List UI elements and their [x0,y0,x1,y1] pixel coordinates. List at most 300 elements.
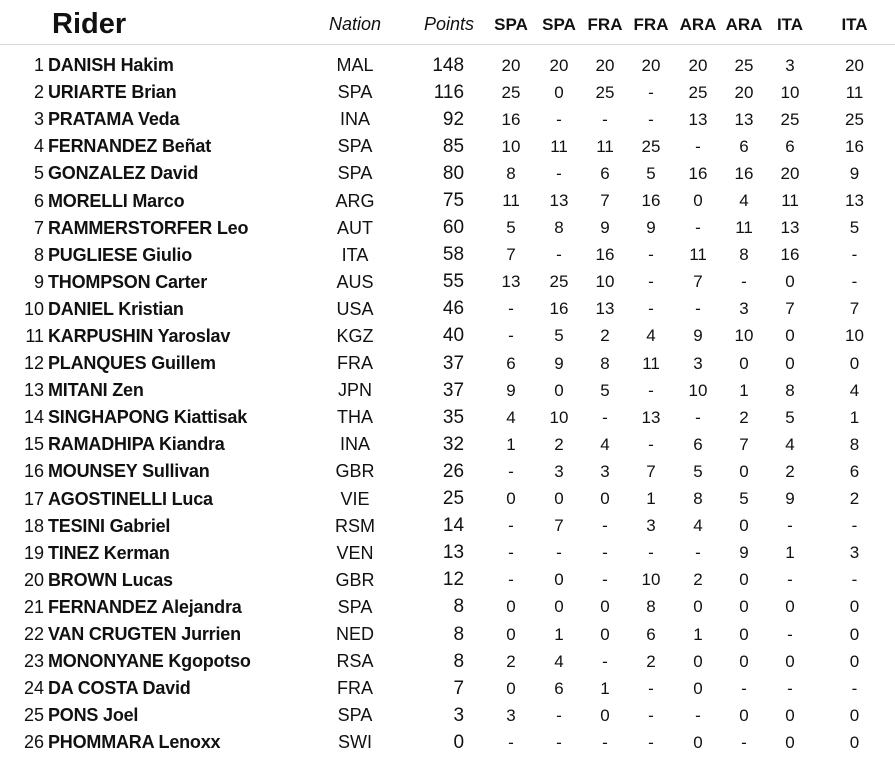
rider-row[interactable] [0,242,895,269]
race-result-cell: 0 [739,570,749,590]
race-result-cell: 0 [739,705,749,725]
rider-row[interactable] [0,52,895,79]
race-result-cell: 0 [600,489,610,509]
rider-row[interactable] [0,486,895,513]
race-result-cell: 0 [785,732,795,752]
points-cell: 25 [442,488,465,510]
race-result-cell: - [787,678,793,698]
race-result-cell: 20 [845,55,864,75]
race-result-cell: 1 [849,407,860,427]
race-result-cell: 4 [600,434,610,454]
rider-name-cell: TESINI Gabriel [48,515,171,536]
position-cell: 5 [33,163,44,184]
rider-row[interactable] [0,350,895,377]
race-result-cell: 0 [785,705,795,725]
race-result-cell: - [648,732,654,752]
race-result-cell: 1 [785,543,795,563]
rider-row[interactable] [0,431,895,458]
rider-name-cell: KARPUSHIN Yaroslav [48,325,231,346]
race-result-cell: 10 [595,272,615,292]
race-result-cell: 6 [739,136,749,156]
rider-name-cell: MOUNSEY Sullivan [48,461,210,482]
race-result-cell: 2 [600,326,610,346]
points-cell: 92 [442,108,465,130]
race-result-cell: 4 [693,516,703,536]
race-result-cell: - [648,380,654,400]
position-cell: 21 [23,596,44,617]
race-result-cell: 8 [646,597,656,617]
race-result-cell: - [508,732,514,752]
nation-cell: FRA [337,678,374,699]
race-result-cell: 1 [600,678,610,698]
points-cell: 3 [453,704,465,726]
race-result-cell: 10 [501,136,521,156]
race-column-header[interactable]: FRA [582,6,628,44]
race-result-cell: 0 [739,651,749,671]
points-cell: 46 [442,298,465,320]
race-result-cell: 20 [501,55,521,75]
race-result-cell: 11 [642,353,660,373]
nation-cell: VEN [336,542,374,563]
nation-cell: MAL [336,55,374,76]
race-result-cell: 3 [506,705,516,725]
race-result-cell: 0 [849,732,860,752]
nation-cell: INA [340,109,371,130]
race-result-cell: 7 [506,245,516,265]
position-cell: 25 [23,705,44,726]
race-column-header[interactable]: ARA [674,6,722,44]
race-result-cell: - [741,732,747,752]
rider-name-cell: DA COSTA David [48,678,191,699]
race-result-cell: 1 [693,624,703,644]
nation-cell: INA [340,434,371,455]
race-result-cell: 11 [596,136,614,156]
race-result-cell: 9 [600,218,610,238]
race-result-cell: 0 [849,353,860,373]
race-result-cell: - [556,732,562,752]
race-result-cell: 0 [506,678,516,698]
points-cell: 116 [433,81,465,103]
race-result-cell: 2 [849,489,860,509]
nation-cell: GBR [335,461,375,482]
race-result-cell: 4 [554,651,564,671]
race-result-cell: 0 [554,489,564,509]
race-result-cell: 25 [501,82,521,102]
points-cell: 40 [442,325,465,347]
race-result-cell: 11 [689,245,707,265]
race-result-cell: 0 [739,516,749,536]
rider-row[interactable] [0,675,895,702]
race-result-cell: 5 [693,461,703,481]
race-result-cell: - [648,543,654,563]
race-result-cell: 9 [506,380,516,400]
race-result-cell: 0 [849,651,860,671]
nation-cell: RSA [336,651,374,672]
race-result-cell: - [695,218,701,238]
race-result-cell: 11 [502,191,520,211]
race-result-cell: - [508,543,514,563]
race-result-cell: 5 [785,407,795,427]
race-column-header[interactable]: SPA [486,6,536,44]
rider-row[interactable] [0,567,895,594]
race-result-cell: 8 [554,218,564,238]
race-result-cell: 0 [785,651,795,671]
position-cell: 20 [23,569,44,590]
race-result-cell: 20 [734,82,754,102]
race-result-cell: - [556,543,562,563]
nation-cell: FRA [337,353,374,374]
race-result-cell: - [695,299,701,319]
race-result-cell: 9 [646,218,656,238]
race-result-cell: 13 [549,191,569,211]
position-cell: 12 [23,353,44,374]
race-result-cell: 7 [849,299,860,319]
race-result-cell: 16 [845,136,864,156]
rider-name-cell: PUGLIESE Giulio [48,244,193,265]
rider-row[interactable] [0,458,895,485]
race-result-cell: 4 [785,434,795,454]
points-cell: 32 [442,433,465,455]
rider-row[interactable] [0,133,895,160]
race-result-cell: 13 [688,109,708,129]
rider-name-cell: THOMPSON Carter [48,271,208,292]
position-cell: 22 [23,624,44,645]
rider-name-cell: RAMMERSTORFER Leo [48,217,249,238]
rider-name-cell: URIARTE Brian [48,82,177,103]
rider-name-cell: PLANQUES Guillem [48,353,216,374]
race-result-cell: 0 [739,624,749,644]
race-result-cell: - [602,651,608,671]
nation-cell: SPA [337,596,373,617]
race-result-cell: 0 [600,705,610,725]
race-result-cell: - [556,109,562,129]
position-cell: 15 [23,434,44,455]
rider-row[interactable] [0,594,895,621]
race-result-cell: 0 [849,705,860,725]
points-cell: 26 [442,460,465,482]
nation-cell: ITA [341,244,369,265]
race-result-cell: 0 [554,597,564,617]
nation-cell: VIE [340,488,370,509]
race-result-cell: - [648,299,654,319]
nation-cell: SPA [337,163,373,184]
race-result-cell: 5 [554,326,564,346]
nation-cell: KGZ [336,325,374,346]
race-result-cell: - [648,82,654,102]
points-cell: 8 [453,650,465,672]
race-result-cell: 4 [506,407,516,427]
race-result-cell: - [787,516,793,536]
race-result-cell: - [508,299,514,319]
race-result-cell: - [787,570,793,590]
race-column-header[interactable]: ARA [722,6,766,44]
race-result-cell: 9 [785,489,795,509]
points-cell: 55 [442,271,465,293]
race-result-cell: 0 [785,597,795,617]
position-cell: 18 [23,515,44,536]
position-cell: 2 [33,82,44,103]
race-result-cell: 11 [550,136,568,156]
race-result-cell: 25 [641,136,661,156]
points-cell: 8 [453,596,465,618]
race-result-cell: 0 [739,353,749,373]
points-cell: 58 [442,244,465,266]
race-result-cell: 20 [595,55,615,75]
rider-row[interactable] [0,187,895,214]
race-result-cell: 0 [739,461,749,481]
race-result-cell: 8 [849,434,860,454]
race-result-cell: 25 [688,82,708,102]
race-result-cell: 1 [646,489,656,509]
rider-name-cell: MITANI Zen [48,380,144,401]
nation-cell: GBR [335,569,375,590]
race-result-cell: - [851,516,858,536]
race-result-cell: 3 [600,461,610,481]
rider-name-cell: SINGHAPONG Kiattisak [48,407,248,428]
position-cell: 8 [33,244,44,265]
race-result-cell: 4 [849,380,860,400]
position-cell: 13 [23,380,44,401]
spacer-cell [0,44,895,52]
race-result-cell: - [741,678,747,698]
race-result-cell: - [851,272,858,292]
points-cell: 80 [442,162,465,184]
nation-cell: ARG [335,190,375,211]
race-result-cell: 6 [693,434,703,454]
race-result-cell: 0 [506,489,516,509]
race-result-cell: 1 [506,434,516,454]
race-result-cell: 10 [641,570,661,590]
race-result-cell: 20 [780,163,800,183]
position-cell: 16 [23,461,44,482]
rider-name-cell: PHOMMARA Lenoxx [48,732,221,753]
race-result-cell: 5 [739,489,749,509]
race-result-cell: 0 [693,732,703,752]
race-result-cell: 0 [785,272,795,292]
rider-name-cell: TINEZ Kerman [48,542,170,563]
race-result-cell: 20 [641,55,661,75]
race-result-cell: 2 [693,570,703,590]
points-cell: 8 [453,623,465,645]
nation-cell: AUT [337,217,374,238]
rider-name-cell: AGOSTINELLI Luca [48,488,213,509]
nation-cell: SPA [337,82,373,103]
rider-name-cell: MORELLI Marco [48,190,185,211]
points-cell: 37 [442,379,465,401]
race-result-cell: - [602,570,608,590]
race-result-cell: - [695,136,701,156]
race-result-cell: 7 [739,434,749,454]
race-result-cell: 7 [693,272,703,292]
race-result-cell: 16 [641,191,661,211]
position-cell: 6 [33,190,44,211]
rider-name-cell: FERNANDEZ Beñat [48,136,212,157]
race-result-cell: 3 [554,461,564,481]
points-column-header[interactable]: Points [390,6,486,44]
rider-row[interactable] [0,377,895,404]
points-cell: 85 [442,135,465,157]
race-result-cell: - [851,245,858,265]
rider-row[interactable] [0,540,895,567]
points-cell: 12 [442,569,465,591]
race-result-cell: - [602,732,608,752]
race-column-header[interactable]: ITA [766,6,814,44]
race-result-cell: - [648,109,654,129]
nation-cell: SPA [337,705,373,726]
rider-row[interactable] [0,729,895,756]
race-result-cell: 25 [734,55,754,75]
rider-name-cell: GONZALEZ David [48,163,199,184]
race-result-cell: 5 [600,380,610,400]
race-result-cell: - [648,272,654,292]
rider-row[interactable] [0,648,895,675]
race-result-cell: - [508,461,514,481]
race-result-cell: 2 [739,407,749,427]
nation-cell: RSM [335,515,376,536]
race-result-cell: 6 [600,163,610,183]
race-result-cell: - [556,245,562,265]
position-cell: 3 [33,109,44,130]
rider-row[interactable] [0,269,895,296]
rider-name-cell: MONONYANE Kgopotso [48,651,251,672]
race-result-cell: 0 [554,380,564,400]
race-result-cell: 10 [734,326,754,346]
race-result-cell: 25 [549,272,569,292]
race-column-header[interactable]: FRA [628,6,674,44]
race-result-cell: - [508,570,514,590]
position-cell: 14 [23,407,44,428]
race-column-header[interactable]: SPA [536,6,582,44]
rider-row[interactable] [0,621,895,648]
race-result-cell: 0 [506,597,516,617]
race-result-cell: 6 [554,678,564,698]
race-result-cell: 9 [554,353,564,373]
race-result-cell: 16 [501,109,521,129]
race-result-cell: 11 [735,218,753,238]
race-result-cell: 0 [693,678,703,698]
rider-name-cell: VAN CRUGTEN Jurrien [48,624,241,645]
rider-row[interactable] [0,513,895,540]
race-result-cell: 13 [734,109,754,129]
nation-cell: SPA [337,136,373,157]
race-result-cell: - [851,570,858,590]
race-result-cell: 13 [780,218,800,238]
rider-name-cell: BROWN Lucas [48,569,173,590]
race-result-cell: - [695,543,701,563]
race-result-cell: 10 [780,82,800,102]
race-result-cell: 8 [693,489,703,509]
race-result-cell: 0 [554,82,564,102]
rider-row[interactable] [0,296,895,323]
rider-name-cell: PONS Joel [48,705,139,726]
race-result-cell: 16 [549,299,569,319]
nation-cell: SWI [338,732,373,753]
race-result-cell: 0 [600,624,610,644]
race-result-cell: 7 [554,516,564,536]
race-result-cell: - [648,434,654,454]
race-result-cell: - [648,678,654,698]
race-result-cell: 10 [845,326,864,346]
race-result-cell: 5 [646,163,656,183]
rider-name-cell: RAMADHIPA Kiandra [48,434,225,455]
race-result-cell: - [602,407,608,427]
rider-row[interactable] [0,215,895,242]
race-result-cell: 8 [600,353,610,373]
race-result-cell: - [602,516,608,536]
race-result-cell: 25 [845,109,864,129]
race-result-cell: 2 [785,461,795,481]
race-result-cell: 2 [554,434,564,454]
rider-row[interactable] [0,79,895,106]
race-column-header[interactable]: ITA [814,6,895,44]
race-result-cell: 11 [845,82,864,102]
standings-table [0,6,895,756]
race-result-cell: 4 [646,326,656,346]
race-result-cell: 16 [688,163,708,183]
race-result-cell: - [695,407,701,427]
race-result-cell: 7 [600,191,610,211]
race-result-cell: - [602,109,608,129]
race-result-cell: 6 [849,461,860,481]
race-result-cell: 8 [506,163,516,183]
race-result-cell: 0 [785,326,795,346]
header-spacer [0,44,895,52]
race-result-cell: 9 [849,163,860,183]
race-result-cell: 0 [849,597,860,617]
position-cell: 26 [23,732,44,753]
rider-row[interactable] [0,160,895,187]
race-result-cell: - [508,326,514,346]
rider-name-cell: FERNANDEZ Alejandra [48,596,242,617]
rider-row[interactable] [0,404,895,431]
position-cell: 17 [23,488,44,509]
race-result-cell: 3 [693,353,703,373]
rider-row[interactable] [0,323,895,350]
race-result-cell: 3 [849,543,860,563]
race-result-cell: 20 [688,55,708,75]
position-cell: 11 [25,325,44,346]
race-result-cell: 2 [646,651,656,671]
rider-row[interactable] [0,702,895,729]
race-result-cell: 8 [785,380,795,400]
race-result-cell: 0 [849,624,860,644]
race-result-cell: 3 [785,55,795,75]
race-result-cell: 0 [785,353,795,373]
race-result-cell: 5 [506,218,516,238]
race-result-cell: 5 [849,218,860,238]
position-cell: 10 [23,298,44,319]
race-result-cell: 4 [739,191,749,211]
race-result-cell: 25 [595,82,615,102]
position-cell: 4 [33,136,44,157]
race-result-cell: 2 [506,651,516,671]
position-cell: 19 [23,542,44,563]
nation-cell: THA [337,407,374,428]
header-row [0,6,895,44]
race-result-cell: 1 [739,380,749,400]
position-cell: 7 [33,217,44,238]
rider-column-header[interactable]: Rider [0,6,320,44]
position-cell: 23 [23,651,44,672]
race-result-cell: - [851,678,858,698]
race-result-cell: - [787,624,793,644]
points-cell: 7 [453,677,465,699]
nation-cell: AUS [336,271,374,292]
rider-row[interactable] [0,106,895,133]
nation-column-header[interactable]: Nation [320,6,390,44]
race-result-cell: 11 [781,191,799,211]
race-result-cell: 3 [646,516,656,536]
